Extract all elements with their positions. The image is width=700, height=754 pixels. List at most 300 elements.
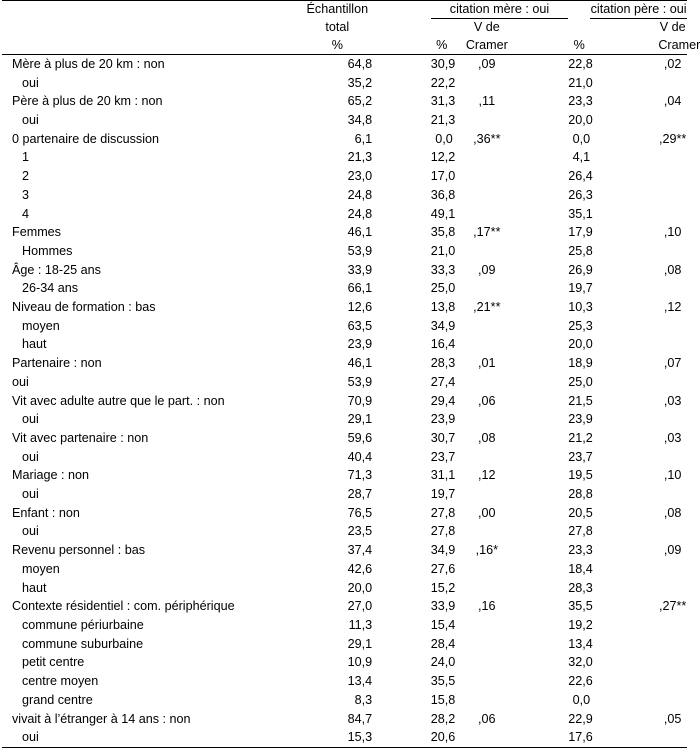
spacer-cell: [521, 130, 568, 149]
spacer-cell: [380, 691, 431, 710]
spacer-cell: [590, 392, 658, 411]
father-pct-cell: 0,0: [572, 131, 591, 146]
spacer-cell: [521, 335, 568, 354]
spacer-cell: [590, 242, 658, 261]
spacer-cell: [590, 672, 658, 691]
row-label: Vit avec adulte autre que le part. : non: [12, 393, 225, 408]
table-row: [2, 242, 687, 261]
spacer-cell: [521, 653, 568, 672]
spacer-cell: [521, 205, 568, 224]
mother-pct-cell: 15,8: [430, 692, 456, 707]
table-row: [2, 317, 687, 336]
spacer-cell: [590, 448, 658, 467]
spacer-cell: [380, 242, 431, 261]
spacer-cell: [521, 541, 568, 560]
father-pct-cell: 25,0: [568, 374, 593, 389]
spacer-cell: [521, 186, 568, 205]
spacer-cell: [590, 261, 658, 280]
sample-pct-cell: 42,6: [347, 561, 373, 576]
spacer-cell: [590, 616, 658, 635]
header-father-v-line2: Cramer: [658, 37, 687, 55]
father-pct-cell: 23,3: [568, 543, 593, 558]
father-cramer-cell: ,10: [663, 468, 682, 483]
father-pct-cell: 10,3: [568, 300, 593, 315]
row-label: oui: [22, 75, 39, 90]
spacer-cell: [521, 504, 568, 523]
spacer-cell: [521, 279, 568, 298]
spacer-cell: [590, 186, 658, 205]
table-row: [2, 92, 687, 111]
spacer-cell: [590, 92, 658, 111]
mother-cramer-cell: ,09: [478, 56, 496, 71]
mother-pct-cell: 30,9: [430, 56, 456, 71]
spacer-cell: [590, 485, 658, 504]
sample-pct-cell: 6,1: [354, 131, 373, 146]
mother-cramer-cell: ,00: [478, 505, 496, 520]
spacer-cell: [380, 448, 431, 467]
spacer-cell: [521, 522, 568, 541]
spacer-cell: [521, 672, 568, 691]
table-row: [2, 728, 687, 747]
row-label: moyen: [22, 318, 60, 333]
father-pct-cell: 20,0: [568, 337, 593, 352]
spacer-cell: [380, 541, 431, 560]
header-father-pct: %: [568, 37, 590, 55]
row-label: Père à plus de 20 km : non: [12, 94, 163, 109]
mother-cramer-cell: ,01: [478, 356, 496, 371]
sample-pct-cell: 37,4: [347, 543, 373, 558]
father-cramer-cell: ,03: [663, 393, 682, 408]
spacer-cell: [521, 392, 568, 411]
spacer-cell: [590, 410, 658, 429]
mother-pct-cell: 23,7: [430, 449, 456, 464]
mother-pct-cell: 17,0: [430, 169, 456, 184]
spacer-cell: [380, 710, 431, 729]
mother-cramer-cell: [453, 317, 521, 336]
header-father-v-line1: V de: [659, 20, 686, 35]
mother-pct-cell: 34,9: [430, 543, 456, 558]
spacer-cell: [521, 54, 568, 73]
father-cramer-cell: [658, 279, 687, 298]
table-row: [2, 410, 687, 429]
father-pct-cell: 25,8: [568, 243, 593, 258]
father-pct-cell: 13,4: [568, 636, 593, 651]
row-label: Mariage : non: [12, 468, 90, 483]
mother-cramer-cell: [453, 485, 521, 504]
mother-cramer-cell: [453, 691, 521, 710]
spacer-cell: [590, 279, 658, 298]
father-cramer-cell: ,08: [663, 262, 682, 277]
table-row: [2, 392, 687, 411]
father-cramer-cell: [658, 148, 687, 167]
father-cramer-cell: [658, 410, 687, 429]
father-cramer-cell: ,02: [663, 56, 682, 71]
father-cramer-cell: ,12: [663, 300, 682, 315]
table-row: [2, 635, 687, 654]
table-row: [2, 223, 687, 242]
table-body: [2, 54, 687, 747]
row-label: Partenaire : non: [12, 356, 102, 371]
row-label: Mère à plus de 20 km : non: [12, 56, 165, 71]
sample-pct-cell: 8,3: [354, 692, 373, 707]
father-cramer-cell: [658, 111, 687, 130]
mother-cramer-cell: [453, 279, 521, 298]
mother-pct-cell: 49,1: [430, 206, 456, 221]
sample-pct-cell: 64,8: [347, 56, 373, 71]
table-row: [2, 579, 687, 598]
row-label: commune suburbaine: [22, 636, 144, 651]
table-row: [2, 335, 687, 354]
row-label: centre moyen: [22, 674, 99, 689]
father-pct-cell: 23,3: [568, 94, 593, 109]
father-cramer-cell: ,07: [663, 356, 682, 371]
table-header: [2, 1, 700, 55]
mother-pct-cell: 12,2: [430, 150, 456, 165]
spacer-cell: [380, 92, 431, 111]
mother-cramer-cell: ,21**: [473, 300, 501, 315]
table-row: [2, 130, 687, 149]
mother-pct-cell: 31,3: [430, 94, 456, 109]
mother-pct-cell: 36,8: [430, 187, 456, 202]
father-pct-cell: 23,9: [568, 412, 593, 427]
spacer-cell: [380, 485, 431, 504]
table-row: [2, 429, 687, 448]
spacer-cell: [380, 392, 431, 411]
father-pct-cell: 26,9: [568, 262, 593, 277]
sample-pct-cell: 29,1: [347, 412, 373, 427]
father-pct-cell: 20,0: [568, 113, 593, 127]
row-label: oui: [22, 487, 39, 502]
cross-tab-table: [2, 0, 700, 748]
spacer-cell: [590, 167, 658, 186]
row-label: oui: [22, 449, 39, 464]
spacer-cell: [521, 148, 568, 167]
father-cramer-cell: [658, 616, 687, 635]
father-pct-cell: 26,4: [568, 169, 593, 184]
spacer-cell: [590, 298, 658, 317]
mother-cramer-cell: [453, 410, 521, 429]
table-row: [2, 616, 687, 635]
spacer-cell: [380, 205, 431, 224]
mother-cramer-cell: [453, 653, 521, 672]
father-pct-cell: 17,6: [568, 728, 590, 747]
spacer-cell: [590, 111, 658, 130]
spacer-cell: [380, 410, 431, 429]
spacer-cell: [590, 560, 658, 579]
mother-cramer-cell: [453, 616, 521, 635]
father-cramer-cell: [658, 335, 687, 354]
spacer-cell: [521, 429, 568, 448]
spacer-cell: [590, 504, 658, 523]
table-row: [2, 504, 687, 523]
header-mother-group: citation mère : oui: [431, 1, 568, 19]
spacer-cell: [380, 373, 431, 392]
header-sample-line1: Échantillon: [294, 1, 380, 19]
sample-pct-cell: 66,1: [347, 281, 373, 296]
row-label: Vit avec partenaire : non: [12, 430, 149, 445]
father-pct-cell: 28,8: [568, 487, 593, 502]
mother-cramer-cell: [453, 635, 521, 654]
spacer-cell: [380, 74, 431, 93]
mother-pct-cell: 0,0: [435, 131, 453, 146]
father-cramer-cell: [658, 373, 687, 392]
table-row: [2, 261, 687, 280]
spacer-cell: [521, 710, 568, 729]
sample-pct-cell: 53,9: [347, 243, 373, 258]
row-label: haut: [22, 580, 47, 595]
spacer-cell: [380, 635, 431, 654]
father-cramer-cell: [658, 74, 687, 93]
father-cramer-cell: [658, 728, 687, 747]
table-row: [2, 672, 687, 691]
father-cramer-cell: [658, 635, 687, 654]
mother-pct-cell: 21,0: [430, 243, 456, 258]
row-label: 4: [22, 206, 30, 221]
father-cramer-cell: [658, 691, 687, 710]
row-label: Revenu personnel : bas: [12, 543, 146, 558]
sample-pct-cell: 59,6: [347, 430, 373, 445]
sample-pct-cell: 10,9: [347, 655, 373, 670]
mother-cramer-cell: [453, 167, 521, 186]
sample-pct-cell: 84,7: [347, 711, 373, 726]
father-cramer-cell: ,29**: [659, 131, 687, 146]
mother-cramer-cell: [453, 522, 521, 541]
mother-pct-cell: 28,3: [430, 356, 456, 371]
spacer-cell: [380, 560, 431, 579]
spacer-cell: [380, 335, 431, 354]
mother-cramer-cell: [453, 373, 521, 392]
mother-pct-cell: 28,2: [430, 711, 456, 726]
table-row: [2, 466, 687, 485]
sample-pct-cell: 34,8: [347, 113, 373, 127]
spacer-cell: [521, 597, 568, 616]
spacer-cell: [590, 710, 658, 729]
spacer-cell: [521, 728, 568, 747]
row-label: oui: [22, 412, 39, 427]
father-cramer-cell: ,03: [663, 430, 682, 445]
sample-pct-cell: 46,1: [347, 225, 373, 240]
mother-cramer-cell: [453, 335, 521, 354]
mother-pct-cell: 25,0: [430, 281, 456, 296]
mother-cramer-cell: ,12: [478, 468, 496, 483]
sample-pct-cell: 29,1: [347, 636, 373, 651]
spacer-cell: [521, 560, 568, 579]
mother-cramer-cell: [453, 186, 521, 205]
mother-pct-cell: 28,4: [430, 636, 456, 651]
mother-pct-cell: 29,4: [430, 393, 456, 408]
spacer-cell: [380, 597, 431, 616]
father-cramer-cell: [658, 167, 687, 186]
father-pct-cell: 35,5: [568, 599, 593, 614]
mother-cramer-cell: ,17**: [473, 225, 501, 240]
spacer-cell: [521, 74, 568, 93]
spacer-cell: [380, 167, 431, 186]
table-row: [2, 485, 687, 504]
mother-cramer-cell: [453, 579, 521, 598]
father-pct-cell: 19,2: [568, 617, 593, 632]
spacer-cell: [590, 205, 658, 224]
spacer-cell: [521, 466, 568, 485]
mother-cramer-cell: [453, 560, 521, 579]
spacer-cell: [521, 242, 568, 261]
spacer-cell: [380, 279, 431, 298]
spacer-cell: [380, 653, 431, 672]
spacer-cell: [380, 429, 431, 448]
spacer-cell: [380, 616, 431, 635]
spacer-cell: [590, 691, 658, 710]
row-label: Hommes: [22, 243, 73, 258]
father-cramer-cell: [658, 485, 687, 504]
table-row: [2, 560, 687, 579]
mother-cramer-cell: [453, 448, 521, 467]
spacer-cell: [380, 317, 431, 336]
spacer-cell: [521, 448, 568, 467]
spacer-cell: [521, 485, 568, 504]
spacer-cell: [521, 261, 568, 280]
spacer-cell: [521, 92, 568, 111]
mother-pct-cell: 22,2: [430, 75, 456, 90]
father-pct-cell: 22,8: [568, 56, 593, 71]
father-pct-cell: 4,1: [572, 150, 591, 165]
sample-pct-cell: 23,5: [347, 524, 373, 539]
spacer-cell: [521, 167, 568, 186]
spacer-cell: [521, 373, 568, 392]
father-pct-cell: 35,1: [568, 206, 593, 221]
mother-pct-cell: 35,5: [430, 674, 456, 689]
spacer-cell: [590, 466, 658, 485]
father-pct-cell: 27,8: [568, 524, 593, 539]
father-cramer-cell: ,09: [663, 543, 682, 558]
father-pct-cell: 21,5: [568, 393, 593, 408]
spacer-cell: [380, 111, 431, 130]
table-row: [2, 298, 687, 317]
sample-pct-cell: 28,7: [347, 487, 373, 502]
row-label: Niveau de formation : bas: [12, 300, 156, 315]
mother-cramer-cell: ,06: [478, 711, 496, 726]
mother-pct-cell: 15,4: [430, 617, 456, 632]
sample-pct-cell: 40,4: [347, 449, 373, 464]
spacer-cell: [380, 148, 431, 167]
sample-pct-cell: 35,2: [347, 75, 373, 90]
header-mother-v-line2: Cramer: [453, 37, 521, 55]
row-label: grand centre: [22, 692, 93, 707]
row-label: 2: [22, 169, 30, 184]
sample-pct-cell: 11,3: [348, 617, 373, 632]
father-pct-cell: 22,6: [568, 674, 593, 689]
mother-pct-cell: 15,2: [430, 580, 456, 595]
sample-pct-cell: 53,9: [347, 374, 373, 389]
spacer-cell: [521, 298, 568, 317]
father-pct-cell: 21,2: [568, 430, 593, 445]
father-cramer-cell: [658, 242, 687, 261]
father-pct-cell: 25,3: [568, 318, 593, 333]
table-row: [2, 205, 687, 224]
spacer-cell: [590, 373, 658, 392]
mother-cramer-cell: ,16: [478, 599, 496, 614]
spacer-cell: [590, 54, 658, 73]
father-pct-cell: 20,5: [568, 505, 593, 520]
mother-cramer-cell: ,09: [478, 262, 496, 277]
mother-pct-cell: 24,0: [430, 655, 456, 670]
father-pct-cell: 28,3: [568, 580, 593, 595]
row-label: oui: [2, 728, 294, 747]
spacer-cell: [590, 223, 658, 242]
row-label: 3: [22, 187, 30, 202]
table-row: [2, 710, 687, 729]
spacer-cell: [380, 130, 431, 149]
father-cramer-cell: ,04: [663, 94, 682, 109]
mother-cramer-cell: ,36**: [473, 131, 501, 146]
spacer-cell: [590, 148, 658, 167]
table-row: [2, 653, 687, 672]
table-row: [2, 597, 687, 616]
mother-pct-cell: 23,9: [430, 412, 456, 427]
sample-pct-cell: 24,8: [347, 206, 373, 221]
spacer-cell: [521, 111, 568, 130]
row-label: 1: [22, 150, 30, 165]
sample-pct-cell: 71,3: [347, 468, 373, 483]
spacer-cell: [380, 186, 431, 205]
spacer-cell: [380, 522, 431, 541]
father-pct-cell: 19,7: [568, 281, 593, 296]
father-pct-cell: 23,7: [568, 449, 593, 464]
mother-cramer-cell: [453, 672, 521, 691]
mother-pct-cell: 35,8: [430, 225, 456, 240]
spacer-cell: [590, 429, 658, 448]
header-mother-pct: %: [431, 37, 453, 55]
row-label: petit centre: [22, 655, 85, 670]
father-cramer-cell: [658, 653, 687, 672]
sample-pct-cell: 76,5: [347, 505, 373, 520]
father-cramer-cell: [658, 317, 687, 336]
father-pct-cell: 17,9: [568, 225, 593, 240]
spacer-cell: [521, 691, 568, 710]
mother-pct-cell: 27,8: [430, 524, 456, 539]
mother-pct-cell: 20,6: [431, 728, 453, 747]
mother-pct-cell: 27,6: [430, 561, 456, 576]
row-label: Femmes: [12, 225, 61, 240]
father-cramer-cell: ,10: [663, 225, 682, 240]
row-label: vivait à l’étranger à 14 ans : non: [12, 711, 191, 726]
sample-pct-cell: 70,9: [347, 393, 373, 408]
mother-cramer-cell: [453, 148, 521, 167]
mother-cramer-cell: [453, 205, 521, 224]
row-label: Contexte résidentiel : com. périphérique: [12, 599, 235, 614]
spacer-cell: [380, 579, 431, 598]
mother-cramer-cell: [453, 242, 521, 261]
sample-pct-cell: 65,2: [347, 94, 373, 109]
father-cramer-cell: ,27**: [659, 599, 687, 614]
father-pct-cell: 0,0: [572, 692, 591, 707]
sample-pct-cell: 15,3: [294, 728, 380, 747]
spacer-cell: [590, 317, 658, 336]
father-pct-cell: 18,9: [568, 356, 593, 371]
spacer-cell: [590, 354, 658, 373]
mother-pct-cell: 31,1: [430, 468, 456, 483]
row-label: oui: [22, 113, 39, 127]
spacer-cell: [380, 466, 431, 485]
mother-pct-cell: 30,7: [430, 430, 456, 445]
header-father-group: citation père : oui: [590, 1, 687, 19]
mother-pct-cell: 21,3: [430, 113, 456, 127]
spacer-cell: [380, 672, 431, 691]
sample-pct-cell: 13,4: [347, 674, 373, 689]
spacer-cell: [521, 354, 568, 373]
sample-pct-cell: 24,8: [347, 187, 373, 202]
table-row: [2, 74, 687, 93]
spacer-cell: [590, 74, 658, 93]
father-pct-cell: 32,0: [568, 655, 593, 670]
